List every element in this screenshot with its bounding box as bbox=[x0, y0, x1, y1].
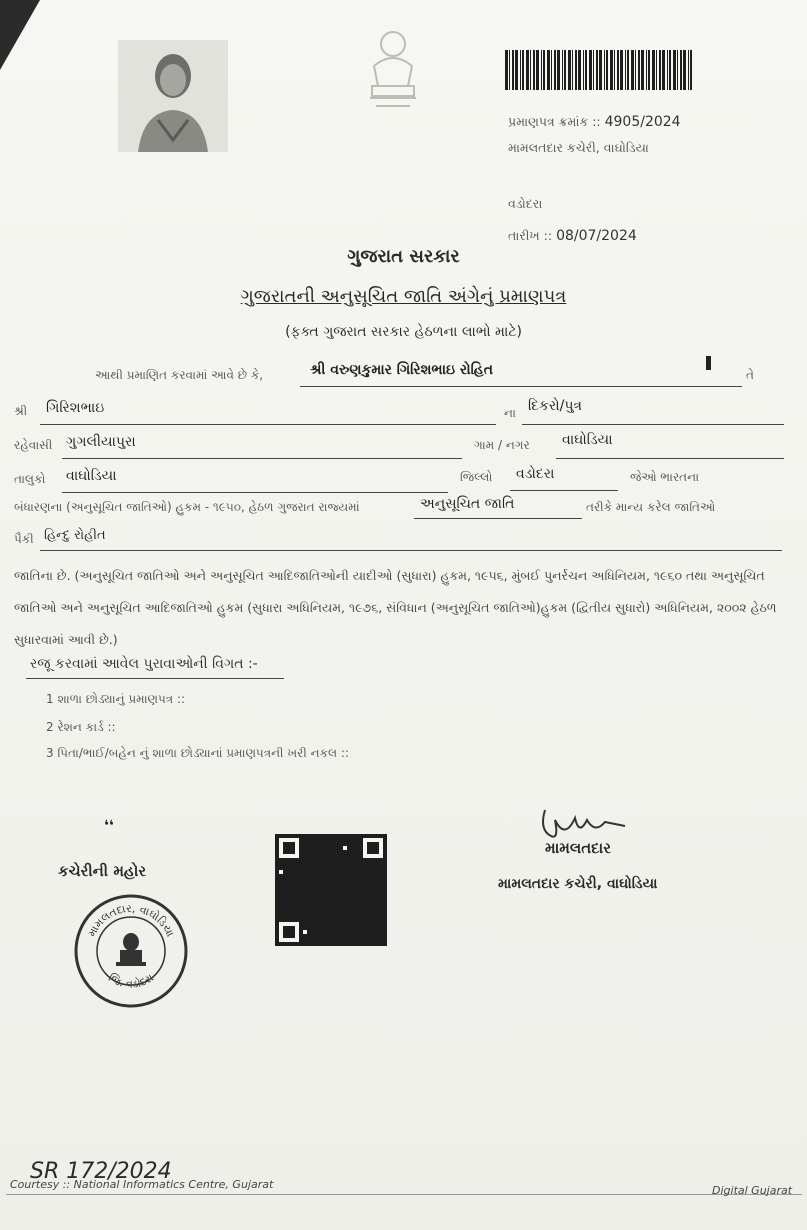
page-corner-shadow bbox=[0, 0, 40, 70]
issuing-office: મામલતદાર કચેરી, વાઘોડિયા bbox=[508, 140, 649, 155]
svg-text:જિ. વડોદરા bbox=[106, 971, 156, 991]
constitution-text: બંધારણના (અનુસૂચિત જાતિઓ) હુકમ - ૧૯૫૦, હેઠળ ગુજરાત રાજ્યમાં bbox=[14, 500, 360, 514]
certificate-note: (ફક્ત ગુજરાત સરકાર હેઠળના લાભો માટે) bbox=[285, 324, 522, 340]
holder-name: શ્રી વરુણકુમાર ગિરિશભાઇ રોહિત bbox=[310, 362, 494, 378]
taluka-label: તાલુકો bbox=[14, 472, 46, 486]
resident: ગુગલીયાપુરા bbox=[66, 434, 136, 450]
footer-brand: Digital Gujarat bbox=[712, 1184, 793, 1197]
caste: હિન્દુ રોહીત bbox=[44, 528, 106, 543]
relation: દિકરો/પુત્ર bbox=[528, 398, 583, 414]
office-seal bbox=[72, 892, 190, 1010]
signatory-office: મામલતદાર કચેરી, વાઘોડિયા bbox=[498, 876, 658, 892]
father-name: ગિરિશભાઇ bbox=[46, 400, 105, 416]
seal-ring-bottom: જિ. વડોદરા bbox=[106, 971, 156, 991]
evidence-item: 2 રેશન કાર્ડ :: bbox=[46, 720, 116, 734]
certificate-page: પ્રમાણપત્ર ક્રમાંક :: 4905/2024 મામલતદાર કચેરી, વાઘોડિયા વડોદરા તારીખ :: 08/07/2024 ગુજરાત સરકાર ગુજરાતની અનુસૂચિત જાતિ અંગેનું પ્રમાણપત્ર (ફક્ત ગુજરાત સરકાર હેઠળના લાભો માટે) આથી પ્રમાણિત કરવામાં આવે છે કે, શ્રી વરુણકુમાર ગિરિશભાઇ રોહિત તે શ્રી ગિરિશભાઇ ના દિકરો/પુત્ર રહેવાસી ગુગલીયાપુરા ગામ / નગર વાઘોડિયા તાલુકો વાઘોડિયા જિલ્લો વડોદરા જેઓ ભારતના બંધારણના (અનુસૂચિત જાતિઓ) હુકમ - ૧૯૫૦, હેઠળ ગુજરાત રાજ્યમાં અનુસૂચિત જાતિ તરીકે માન્ય કરેલ જાતિઓ પૈકી હિન્દુ રોહીત જાતિના છે. (અનુસૂચિત જાતિઓ અને અનુસૂચિત આદિજાતિઓની યાદીઓ (સુધારા) હુકમ, ૧૯૫૬, મુંબઈ પુનર્રચન અધિનિયમ, ૧૯૬૦ તથા અનુસૂચિત જાતિઓ અને અનુસૂચિત આદિજાતિઓ હુકમ (સુધારા અધિનિયમ, ૧૯૭૬, સંવિધાન (અનુસૂચિત જાતિઓ)હુકમ (દ્વિતીય સુધારો) અધિનિયમ, ૨૦૦૨ હેઠળ સુધારવામાં આવી છે.) રજૂ કરવામાં આવેલ પુરાવાઓની વિગત :- 1 શાળા છોડ્યાનું પ્રમાણપત્ર :: 2 રેશન કાર્ડ :: 3 પિતા/ભાઈ/બહેન નું શાળા છોડ્યાનાં પ્રમાણપત્રની ખરી નકલ :: ❛❛ કચેરીની મહોર મામલતદાર, વાઘોડિયા જિ. વડોદરા મામલતદાર મામલતદાર કચેરી, વાઘોડિયા SR 172/2024 Courtesy :: National Informatics Centre, Gujarat Digital Gujarat bbox=[0, 0, 807, 1230]
taluka: વાઘોડિયા bbox=[66, 468, 117, 484]
district: વડોદરા bbox=[516, 466, 555, 482]
india-text: જેઓ ભારતના bbox=[630, 470, 700, 484]
date-label: તારીખ bbox=[508, 228, 540, 243]
legal-paragraph: જાતિના છે. (અનુસૂચિત જાતિઓ અને અનુસૂચિત આદિજાતિઓની યાદીઓ (સુધારા) હુકમ, ૧૯૫૬, મુંબઈ પુનર્રચન અધિનિયમ, ૧૯૬૦ તથા અનુસૂચિત જાતિઓ અને અનુસૂચિત આદિજાતિઓ હુકમ (સુધારા અધિનિયમ, ૧૯૭૬, સંવિધાન (અનુસૂચિત જાતિઓ)હુકમ (દ્વિતીય સુધારો) અધિનિયમ, ૨૦૦૨ હેઠળ સુધારવામાં આવી છે.) bbox=[14, 568, 777, 647]
cert-number: 4905/2024 bbox=[604, 114, 681, 130]
category: અનુસૂચિત જાતિ bbox=[420, 496, 515, 512]
verification-qr-code bbox=[275, 834, 387, 946]
issue-date: 08/07/2024 bbox=[556, 228, 637, 244]
na-label: ના bbox=[504, 406, 516, 420]
recognized-text: તરીકે માન્ય કરેલ જાતિઓ bbox=[586, 500, 716, 514]
evidence-item: 3 પિતા/ભાઈ/બહેન નું શાળા છોડ્યાનાં પ્રમાણપત્રની ખરી નકલ :: bbox=[46, 746, 349, 760]
certificate-title: ગુજરાતની અનુસૂચિત જાતિ અંગેનું પ્રમાણપત્ર bbox=[240, 286, 567, 307]
national-emblem-icon bbox=[360, 26, 426, 114]
seal-ring-top: મામલતદાર, વાઘોડિયા bbox=[85, 901, 177, 939]
village-label: ગામ / નગર bbox=[474, 438, 530, 452]
footer-courtesy: Courtesy :: National Informatics Centre, Gujarat bbox=[10, 1178, 274, 1191]
issue-place: વડોદરા bbox=[508, 196, 543, 211]
government-title: ગુજરાત સરકાર bbox=[347, 246, 460, 267]
svg-text:SR 172/2024: SR 172/2024 bbox=[30, 1159, 172, 1184]
seal-label: કચેરીની મહોર bbox=[58, 862, 147, 880]
district-label: જિલ્લો bbox=[460, 470, 493, 484]
village: વાઘોડિયા bbox=[562, 432, 613, 448]
applicant-photo bbox=[118, 40, 228, 152]
seal-emblem-icon bbox=[116, 933, 146, 966]
intro-text: આથી પ્રમાણિત કરવામાં આવે છે કે, bbox=[95, 368, 264, 382]
barcode bbox=[505, 50, 695, 90]
evidence-heading: રજૂ કરવામાં આવેલ પુરાવાઓની વિગત :- bbox=[30, 656, 258, 672]
evidence-item: 1 શાળા છોડ્યાનું પ્રમાણપત્ર :: bbox=[46, 692, 186, 706]
shri-label: શ્રી bbox=[14, 404, 28, 418]
caste-label: પૈકી bbox=[14, 532, 34, 546]
name-suffix: તે bbox=[746, 368, 754, 382]
resident-label: રહેવાસી bbox=[14, 438, 53, 452]
cert-number-label: પ્રમાણપત્ર ક્રમાંક bbox=[508, 114, 589, 129]
signatory-title: મામલતદાર bbox=[545, 839, 611, 857]
